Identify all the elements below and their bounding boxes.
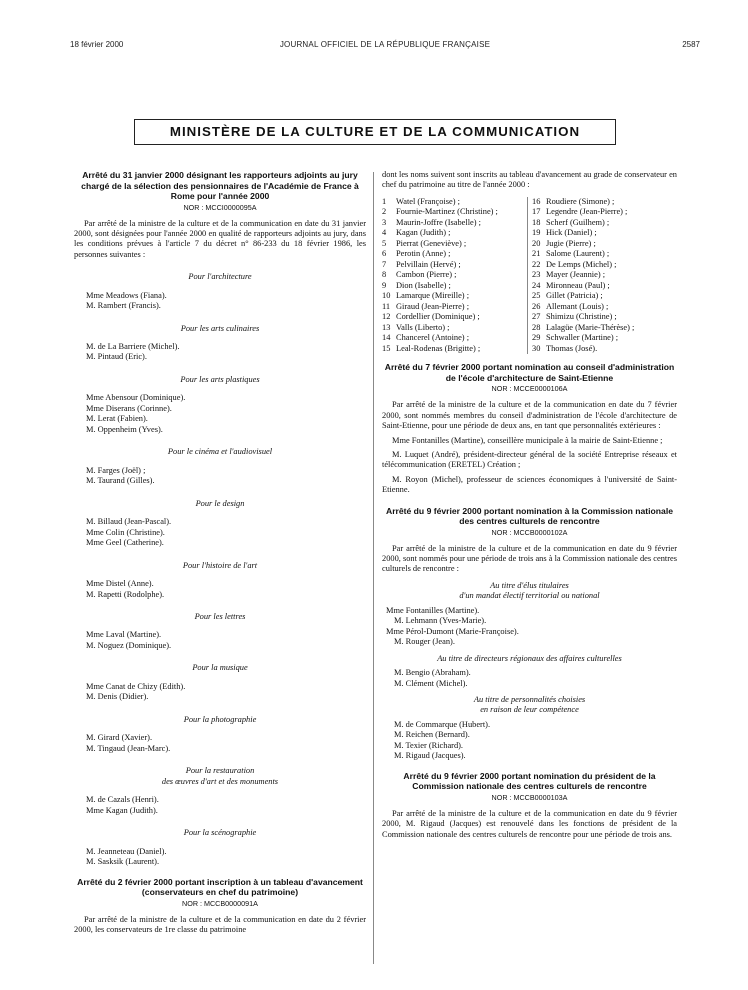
entry-name: Legendre (Jean-Pierre) ; <box>546 207 628 217</box>
entry-number: 30 <box>532 343 541 353</box>
arrete-paragraph: M. Luquet (André), président-directeur général de la société Entreprise réseaux et télécommunication (ERETEL) Création ; <box>382 449 677 470</box>
avancement-entry <box>382 228 527 239</box>
section-heading: Pour les lettres <box>194 612 246 622</box>
entry-name: Scherf (Guilhem) ; <box>546 217 610 227</box>
arrete-rapporteurs <box>74 170 366 868</box>
entry-name: Lalagüe (Marie-Thérèse) ; <box>546 322 635 332</box>
avancement-entry <box>532 207 677 218</box>
nor-reference: NOR : MCCB0000103A <box>491 792 568 802</box>
entry-name: Gillet (Patricia) ; <box>546 291 603 301</box>
avancement-entry <box>532 249 677 260</box>
person: M. Taurand (Gilles). <box>86 476 155 486</box>
avancement-entry <box>532 323 677 334</box>
arrete-intro: Par arrêté de la ministre de la culture et de la communication en date du 9 février 2000, M. Rigaud (Jacques) est renouvelé dans les fonctions de président de la Commission nationale des centres culturels de rencontre pour une période de trois ans. <box>382 808 677 839</box>
avancement-entry <box>382 333 527 344</box>
entry-name: Mayer (Jeannie) ; <box>546 270 606 280</box>
section-heading: Pour le design <box>195 498 245 508</box>
person: M. Rouger (Jean). <box>394 637 455 647</box>
entry-number: 18 <box>532 217 541 227</box>
person: M. de Cazals (Henri). <box>86 795 159 805</box>
entry-number: 4 <box>382 228 387 238</box>
entry-number: 17 <box>532 207 541 217</box>
person: Mme Diserans (Corinne). <box>86 403 172 413</box>
avancement-entry <box>532 344 677 355</box>
avancement-entry <box>382 270 527 281</box>
entry-number: 24 <box>532 280 541 290</box>
group-heading-line2: en raison de leur compétence <box>480 705 579 715</box>
entry-name: Perotin (Anne) ; <box>396 249 451 259</box>
person: Mme Kagan (Judith). <box>86 805 158 815</box>
person: Mme Abensour (Dominique). <box>86 393 186 403</box>
entry-name: Dion (Isabelle) ; <box>396 280 451 290</box>
person: M. Lehmann (Yves-Marie). <box>394 616 487 626</box>
arrete-paragraph: Mme Fontanilles (Martine), conseillère municipale à la mairie de Saint-Etienne ; <box>392 435 663 445</box>
entry-number: 19 <box>532 228 541 238</box>
avancement-entry <box>382 281 527 292</box>
entry-name: De Lemps (Michel) ; <box>546 259 617 269</box>
arrete-intro: Par arrêté de la ministre de la culture et de la communication en date du 2 février 2000, les conservateurs de 1re classe du patrimoine <box>74 914 366 934</box>
avancement-entry <box>532 291 677 302</box>
issue-date: 18 février 2000 <box>70 40 124 49</box>
section-arts-plastiques <box>74 375 366 435</box>
entry-name: Pelvillain (Hervé) ; <box>396 259 461 269</box>
entry-name: Pierrat (Geneviève) ; <box>396 238 467 248</box>
section-scenographie <box>74 828 366 867</box>
right-column <box>382 170 677 844</box>
person: M. Jeanneteau (Daniel). <box>86 846 167 856</box>
person: M. Reichen (Bernard). <box>394 730 470 740</box>
person: Mme Distel (Anne). <box>86 579 154 589</box>
section-cinema <box>74 447 366 486</box>
arrete-paragraph: M. Royon (Michel), professeur de sciences économiques à l'université de Saint-Etienne. <box>382 474 677 495</box>
avancement-entry <box>532 312 677 323</box>
group-heading: Au titre d'élus titulaires <box>490 580 569 590</box>
section-lettres <box>74 612 366 651</box>
section-heading: Pour la restauration <box>185 766 255 776</box>
person: M. Rigaud (Jacques). <box>394 751 466 761</box>
avancement-list <box>382 197 677 355</box>
person: Mme Laval (Martine). <box>86 630 162 640</box>
entry-number: 9 <box>382 280 387 290</box>
section-heading: Pour les arts plastiques <box>180 374 260 384</box>
entry-name: Shimizu (Christine) ; <box>546 312 617 322</box>
avancement-entry <box>382 239 527 250</box>
entry-number: 6 <box>382 249 387 259</box>
section-heading: Pour le cinéma et l'audiovisuel <box>167 447 273 457</box>
person: M. Billaud (Jean-Pascal). <box>86 517 172 527</box>
entry-name: Leal-Rodenas (Brigitte) ; <box>396 343 481 353</box>
person: M. Rambert (Francis). <box>86 301 161 311</box>
section-architecture <box>74 272 366 311</box>
avancement-entry <box>532 260 677 271</box>
entry-number: 25 <box>532 291 541 301</box>
arrete-title: Arrêté du 9 février 2000 portant nomination du président de la Commission nationale des centres culturels de rencontre <box>403 770 656 792</box>
journal-title: JOURNAL OFFICIEL DE LA RÉPUBLIQUE FRANÇAISE <box>279 40 491 49</box>
arrete-commission-president <box>382 771 677 840</box>
entry-number: 16 <box>532 196 541 206</box>
entry-number: 15 <box>382 343 391 353</box>
avancement-entry <box>382 260 527 271</box>
nor-reference: NOR : MCCB0000102A <box>491 527 568 537</box>
entry-name: Cordellier (Dominique) ; <box>396 312 480 322</box>
arrete-intro: Par arrêté de la ministre de la culture et de la communication en date du 9 février 2000, sont nommés pour une période de trois ans à la Commission nationale des centres culturels de rencontre : <box>382 543 677 574</box>
entry-name: Salome (Laurent) ; <box>546 249 610 259</box>
person: M. Farges (Joël) ; <box>86 465 146 475</box>
avancement-entry <box>532 333 677 344</box>
section-design <box>74 499 366 549</box>
person: M. Texier (Richard). <box>394 740 464 750</box>
entry-number: 23 <box>532 270 541 280</box>
group-drac <box>382 654 677 689</box>
entry-number: 1 <box>382 196 387 206</box>
group-heading: Au titre de personnalités choisies <box>473 695 586 704</box>
group-personnalites <box>382 695 677 762</box>
arrete-saint-etienne <box>382 362 677 495</box>
arrete-commission-nomination <box>382 506 677 762</box>
entry-name: Fournie-Martinez (Christine) ; <box>396 207 498 217</box>
entry-name: Watel (Françoise) ; <box>396 196 460 206</box>
person: Mme Canat de Chizy (Edith). <box>86 681 186 691</box>
avancement-entry <box>532 197 677 208</box>
entry-number: 7 <box>382 259 387 269</box>
entry-name: Lamarque (Mireille) ; <box>396 291 470 301</box>
entry-name: Maurin-Joffre (Isabelle) ; <box>396 217 481 227</box>
avancement-entry <box>382 207 527 218</box>
avancement-entry <box>382 218 527 229</box>
entry-number: 2 <box>382 207 387 217</box>
avancement-entry <box>382 197 527 208</box>
person: Mme Geel (Catherine). <box>86 538 164 548</box>
person: M. de Commarque (Hubert). <box>394 719 491 729</box>
running-head <box>70 40 700 54</box>
person: M. Oppenheim (Yves). <box>86 424 163 434</box>
section-heading: Pour la musique <box>192 663 248 673</box>
entry-name: Chancerel (Antoine) ; <box>396 333 470 343</box>
section-histoire-art <box>74 561 366 600</box>
person: M. Tingaud (Jean-Marc). <box>86 743 171 753</box>
entry-name: Roudiere (Simone) ; <box>546 196 615 206</box>
section-heading: Pour la photographie <box>183 714 257 724</box>
person: M. Sasksik (Laurent). <box>86 857 160 866</box>
avancement-entry <box>532 302 677 313</box>
entry-name: Valls (Liberto) ; <box>396 322 450 332</box>
ministry-title: MINISTÈRE DE LA CULTURE ET DE LA COMMUNICATION <box>169 124 581 139</box>
entry-name: Giraud (Jean-Pierre) ; <box>396 301 470 311</box>
avancement-entry <box>382 323 527 334</box>
avancement-entry <box>382 344 527 355</box>
person: M. de La Barriere (Michel). <box>86 341 180 351</box>
entry-name: Mironneau (Paul) ; <box>546 280 610 290</box>
arrete-paragraph: Par arrêté de la ministre de la culture et de la communication en date du 7 février 2000, sont nommés membres du conseil d'administration de l'école d'architecture de Saint-Etienne, pour une période de deux ans, en tant que personnalités extérieures : <box>382 400 677 431</box>
section-photographie <box>74 715 366 754</box>
nor-reference: NOR : MCCI0000095A <box>183 202 257 212</box>
section-heading: Pour la scénographie <box>183 828 257 838</box>
person: M. Girard (Xavier). <box>86 733 153 743</box>
entry-name: Allemant (Louis) ; <box>546 301 609 311</box>
avancement-entry <box>382 249 527 260</box>
section-heading: Pour les arts culinaires <box>180 323 260 333</box>
entry-number: 3 <box>382 217 387 227</box>
entry-number: 28 <box>532 322 541 332</box>
person: M. Pintaud (Eric). <box>86 352 147 362</box>
person: M. Denis (Didier). <box>86 692 149 702</box>
entry-number: 14 <box>382 333 391 343</box>
group-heading-line2: d'un mandat électif territorial ou national <box>459 591 600 601</box>
avancement-entry <box>382 312 527 323</box>
entry-number: 5 <box>382 238 387 248</box>
entry-name: Kagan (Judith) ; <box>396 228 451 238</box>
avancement-entry <box>382 302 527 313</box>
entry-name: Cambon (Pierre) ; <box>396 270 457 280</box>
person: Mme Colin (Christine). <box>86 527 165 537</box>
entry-number: 11 <box>382 301 391 311</box>
person: M. Clément (Michel). <box>394 678 468 688</box>
entry-number: 8 <box>382 270 387 280</box>
entry-number: 26 <box>532 301 541 311</box>
left-column <box>74 170 366 939</box>
avancement-entry <box>532 228 677 239</box>
arrete-tableau-avancement <box>74 877 366 936</box>
person: Mme Meadows (Fiana). <box>86 290 167 300</box>
person: Mme Pérol-Dumont (Marie-Françoise). <box>386 626 519 636</box>
arrete-intro-continued: dont les noms suivent sont inscrits au tableau d'avancement au grade de conservateur en chef du patrimoine au titre de l'année 2000 : <box>382 170 677 190</box>
entry-number: 27 <box>532 312 541 322</box>
avancement-entry <box>382 291 527 302</box>
arrete-title: Arrêté du 9 février 2000 portant nomination à la Commission nationale des centres culturels de rencontre <box>385 505 673 527</box>
avancement-list-right <box>527 197 677 355</box>
ministry-banner <box>134 119 616 145</box>
nor-reference: NOR : MCCB0000091A <box>182 898 258 908</box>
column-divider <box>373 172 374 964</box>
entry-name: Jugie (Pierre) ; <box>546 238 596 248</box>
arrete-title: Arrêté du 2 février 2000 portant inscription à un tableau d'avancement (conservateurs en chef du patrimoine) <box>77 876 363 897</box>
page-number: 2587 <box>682 40 700 49</box>
avancement-entry <box>532 281 677 292</box>
entry-name: Schwaller (Martine) ; <box>546 333 619 343</box>
entry-number: 20 <box>532 238 541 248</box>
person: Mme Fontanilles (Martine). <box>386 605 480 615</box>
group-elus <box>382 581 677 648</box>
avancement-entry <box>532 218 677 229</box>
entry-number: 13 <box>382 322 391 332</box>
person: M. Rapetti (Rodolphe). <box>86 589 165 599</box>
section-musique <box>74 663 366 702</box>
arrete-intro: Par arrêté de la ministre de la culture et de la communication en date du 31 janvier 2000, sont désignées pour l'année 2000 en qualité de rapporteurs adjoints au jury, dans les conditions prévues à l'article 7 du décret n° 86-233 du 18 février 1986, les personnes suivantes : <box>74 218 366 259</box>
entry-name: Hick (Daniel) ; <box>546 228 597 238</box>
entry-number: 21 <box>532 249 541 259</box>
section-heading: Pour l'histoire de l'art <box>182 560 258 570</box>
entry-number: 12 <box>382 312 391 322</box>
entry-number: 10 <box>382 291 391 301</box>
person: M. Bengio (Abraham). <box>394 668 471 677</box>
section-heading: Pour l'architecture <box>188 272 252 282</box>
nor-reference: NOR : MCCE0000106A <box>491 384 568 394</box>
person: M. Lerat (Fabien). <box>86 414 148 424</box>
avancement-entry <box>532 270 677 281</box>
entry-number: 29 <box>532 333 541 343</box>
person: M. Noguez (Dominique). <box>86 640 172 650</box>
avancement-list-left <box>382 197 527 355</box>
arrete-title: Arrêté du 31 janvier 2000 désignant les rapporteurs adjoints au jury chargé de la sélection des pensionnaires de l'Académie de France à Rome pour l'année 2000 <box>81 170 359 201</box>
entry-number: 22 <box>532 259 541 269</box>
section-arts-culinaires <box>74 324 366 363</box>
arrete-title: Arrêté du 7 février 2000 portant nomination au conseil d'administration de l'école d'architecture de Saint-Etienne <box>384 362 675 383</box>
entry-name: Thomas (José). <box>546 343 598 353</box>
group-heading: Au titre de directeurs régionaux des affaires culturelles <box>437 653 622 663</box>
section-heading-line2: des œuvres d'art et des monuments <box>161 776 279 786</box>
section-restauration <box>74 766 366 816</box>
avancement-entry <box>532 239 677 250</box>
